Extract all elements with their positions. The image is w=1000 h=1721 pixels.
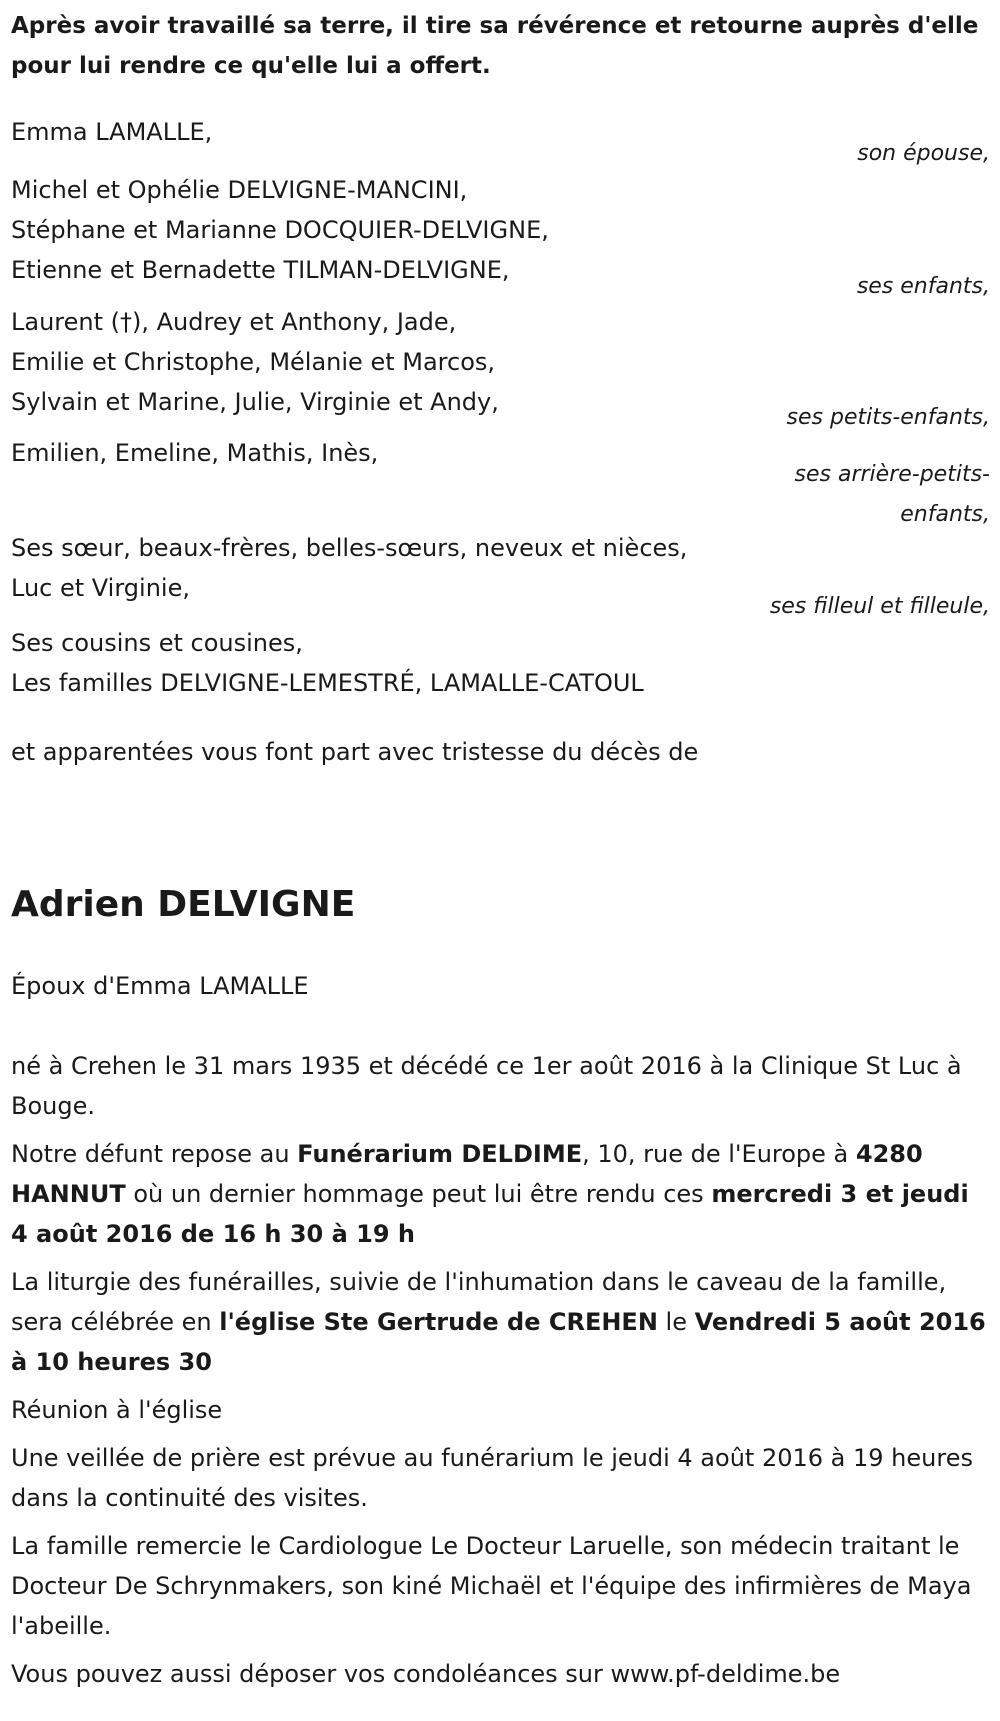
funeral-text: La liturgie des funérailles, suivie de l'inhumation dans le caveau de la famille, sera célébrée en [11,1268,947,1336]
visitation-dates: mercredi 3 et jeudi 4 août 2016 de 16 h 30 à 19 h [11,1180,969,1248]
family-name-line: Laurent (†), Audrey et Anthony, Jade, [11,308,457,336]
children-names [11,170,991,290]
birth-death: né à Crehen le 31 mars 1935 et décédé ce 1er août 2016 à la Clinique St Luc à Bouge. [11,1052,962,1120]
spouse-names [11,112,991,152]
funeral-date: Vendredi 5 août 2016 à 10 heures 30 [11,1308,986,1376]
funerarium-name: Funérarium DELDIME [297,1140,583,1168]
spouse-of: Époux d'Emma LAMALLE [11,972,309,1000]
thanks-paragraph: La famille remercie le Cardiologue Le Docteur Laruelle, son médecin traitant le Docteur De Schrynmakers, son kiné Michaël et l'équipe des infirmières de Maya l'abeille. [11,1532,972,1640]
epigraph: Après avoir travaillé sa terre, il tire sa révérence et retourne auprès d'elle pour lui rendre ce qu'elle lui a offert. [11,13,979,79]
city: 4280 HANNUT [11,1140,923,1208]
family-name-line: Emilie et Christophe, Mélanie et Marcos, [11,348,496,376]
family-name-line: Ses sœur, beaux-frères, belles-sœurs, neveux et nièces, [11,534,688,562]
family-name-line: Sylvain et Marine, Julie, Virginie et Andy, [11,388,499,416]
family-name-line: Stéphane et Marianne DOCQUIER-DELVIGNE, [11,216,549,244]
visitation-text: où un dernier hommage peut lui être rendu ces [125,1180,712,1208]
church-name: l'église Ste Gertrude de CREHEN [219,1308,658,1336]
spouse-role: son épouse, [857,141,990,166]
great-grandchildren-role [795,455,990,535]
family-name-line: Luc et Virginie, [11,574,190,602]
condolences-line: Vous pouvez aussi déposer vos condoléances sur www.pf-deldime.be [11,1660,841,1688]
siblings-role: ses filleul et filleule, [769,594,990,619]
funeral-paragraph [11,1262,991,1382]
grandchildren-role: ses petits-enfants, [786,405,990,430]
family-name-line: Les familles DELVIGNE-LEMESTRÉ, LAMALLE-CATOUL [11,669,644,697]
family-name-line: Etienne et Bernadette TILMAN-DELVIGNE, [11,256,510,284]
role-line: ses arrière-petits- [794,462,990,487]
visitation-text: Notre défunt repose au [11,1140,298,1168]
deceased-name: Adrien DELVIGNE [11,884,356,925]
announcement: et apparentées vous font part avec tristesse du décès de [11,738,699,766]
family-name-line: Michel et Ophélie DELVIGNE-MANCINI, [11,176,468,204]
funeral-text: le [657,1308,695,1336]
other-relatives [11,623,991,703]
family-name-line: Emilien, Emeline, Mathis, Inès, [11,439,379,467]
meeting-note: Réunion à l'église [11,1396,223,1424]
family-name-line: Ses cousins et cousines, [11,629,303,657]
visitation-paragraph [11,1134,991,1254]
family-name-line: Emma LAMALLE, [11,118,213,146]
vigil-paragraph: Une veillée de prière est prévue au funérarium le jeudi 4 août 2016 à 19 heures dans la continuité des visites. [11,1444,973,1512]
children-role: ses enfants, [856,274,990,299]
role-line: enfants, [900,502,990,527]
visitation-text: , 10, rue de l'Europe à [582,1140,856,1168]
